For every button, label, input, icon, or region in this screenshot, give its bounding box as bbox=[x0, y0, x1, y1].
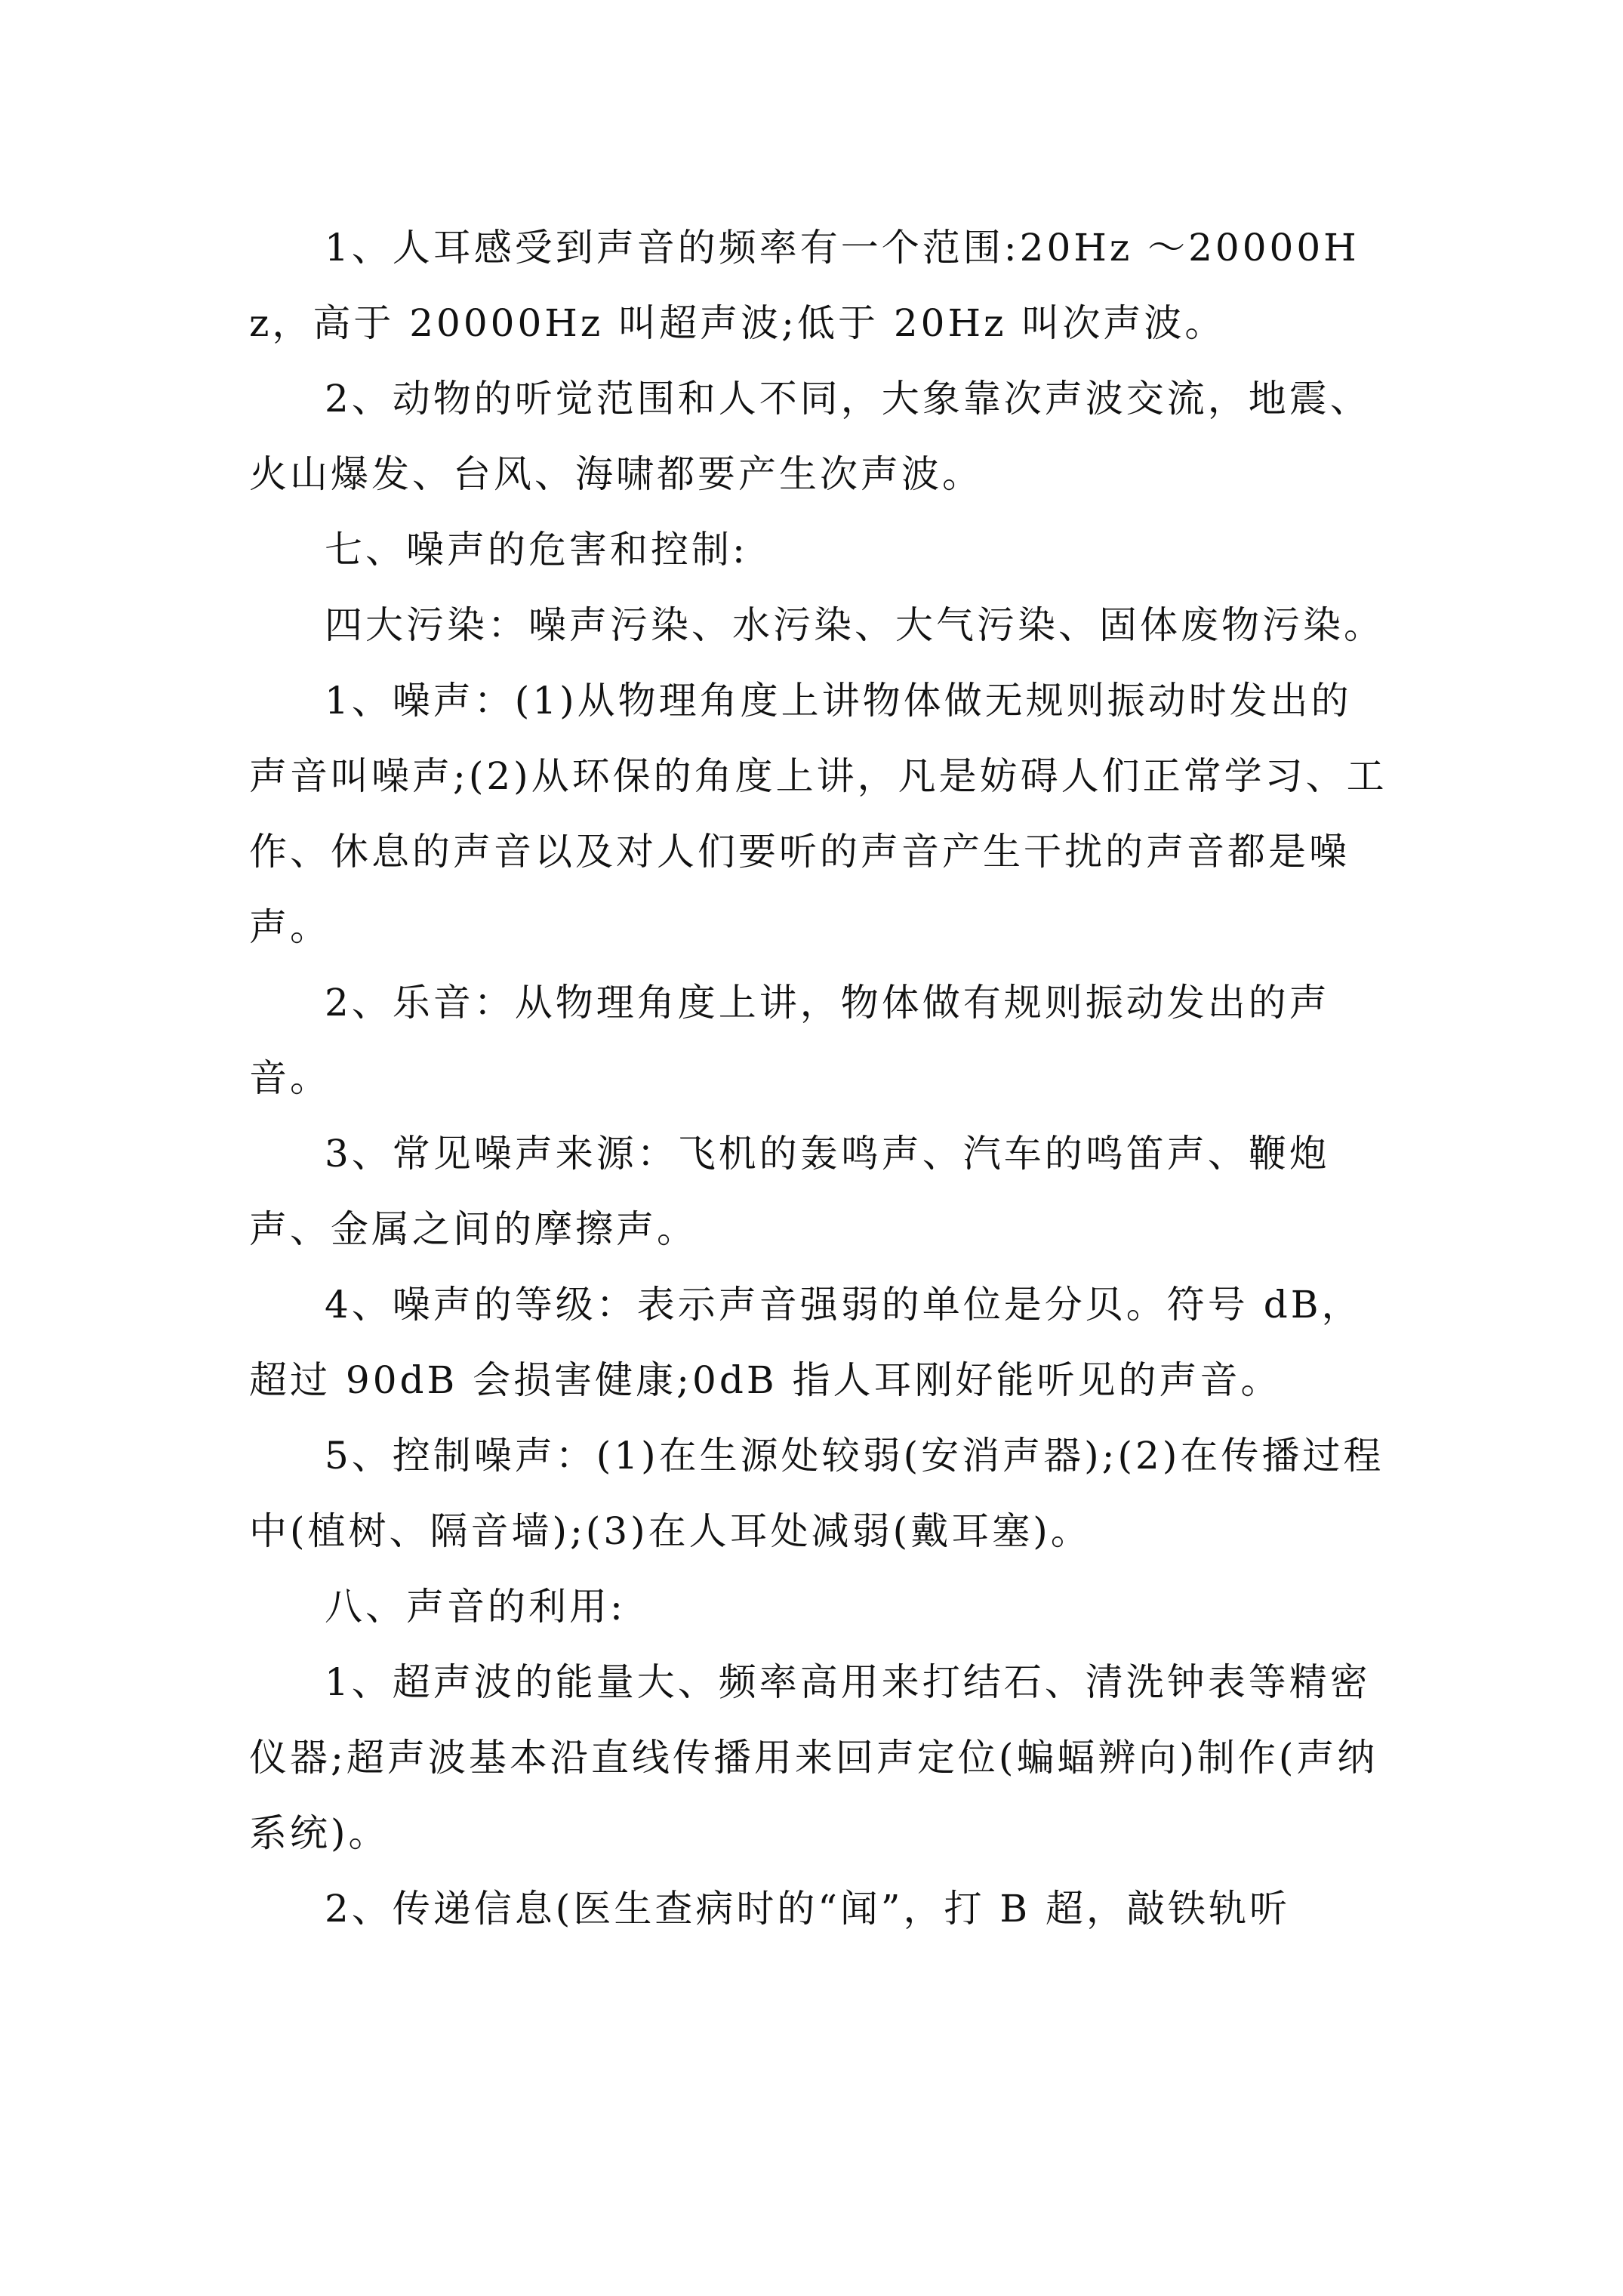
paragraph-musical-sound: 2、乐音：从物理角度上讲，物体做有规则振动发出的声音。 bbox=[249, 981, 1330, 1100]
paragraph-information-transfer: 2、传递信息(医生查病时的“闻”，打 B 超，敲铁轨听 bbox=[325, 1887, 1290, 1931]
paragraph-infrasound-range: 1、人耳感受到声音的频率有一个范围:20Hz ～20000Hz，高于 20000Hz 叫超声波;低于 20Hz 叫次声波。 bbox=[249, 226, 1360, 345]
paragraph-noise-sources: 3、常见噪声来源：飞机的轰鸣声、汽车的鸣笛声、鞭炮声、金属之间的摩擦声。 bbox=[249, 1132, 1330, 1251]
paragraph-animal-hearing: 2、动物的听觉范围和人不同，大象靠次声波交流，地震、火山爆发、台风、海啸都要产生次声波。 bbox=[249, 377, 1371, 496]
paragraph-noise-levels: 4、噪声的等级：表示声音强弱的单位是分贝。符号 dB，超过 90dB 会损害健康;0dB 指人耳刚好能听见的声音。 bbox=[249, 1283, 1363, 1402]
section-heading-sound-uses: 八、声音的利用: bbox=[325, 1585, 626, 1629]
paragraph-noise-definition: 1、噪声：(1)从物理角度上讲物体做无规则振动时发出的声音叫噪声;(2)从环保的角度上讲，凡是妨碍人们正常学习、工作、休息的声音以及对人们要听的声音产生干扰的声音都是噪声。 bbox=[249, 679, 1387, 949]
paragraph-ultrasound-uses: 1、超声波的能量大、频率高用来打结石、清洗钟表等精密仪器;超声波基本沿直线传播用来回声定位(蝙蝠辨向)制作(声纳系统)。 bbox=[249, 1660, 1378, 1855]
document-body bbox=[249, 0, 1389, 1946]
section-heading-noise-control: 七、噪声的危害和控制: bbox=[325, 528, 748, 572]
paragraph-four-pollutions: 四大污染：噪声污染、水污染、大气污染、固体废物污染。 bbox=[325, 603, 1384, 647]
paragraph-noise-control: 5、控制噪声：(1)在生源处较弱(安消声器);(2)在传播过程中(植树、隔音墙);(3)在人耳处减弱(戴耳塞)。 bbox=[249, 1434, 1384, 1553]
